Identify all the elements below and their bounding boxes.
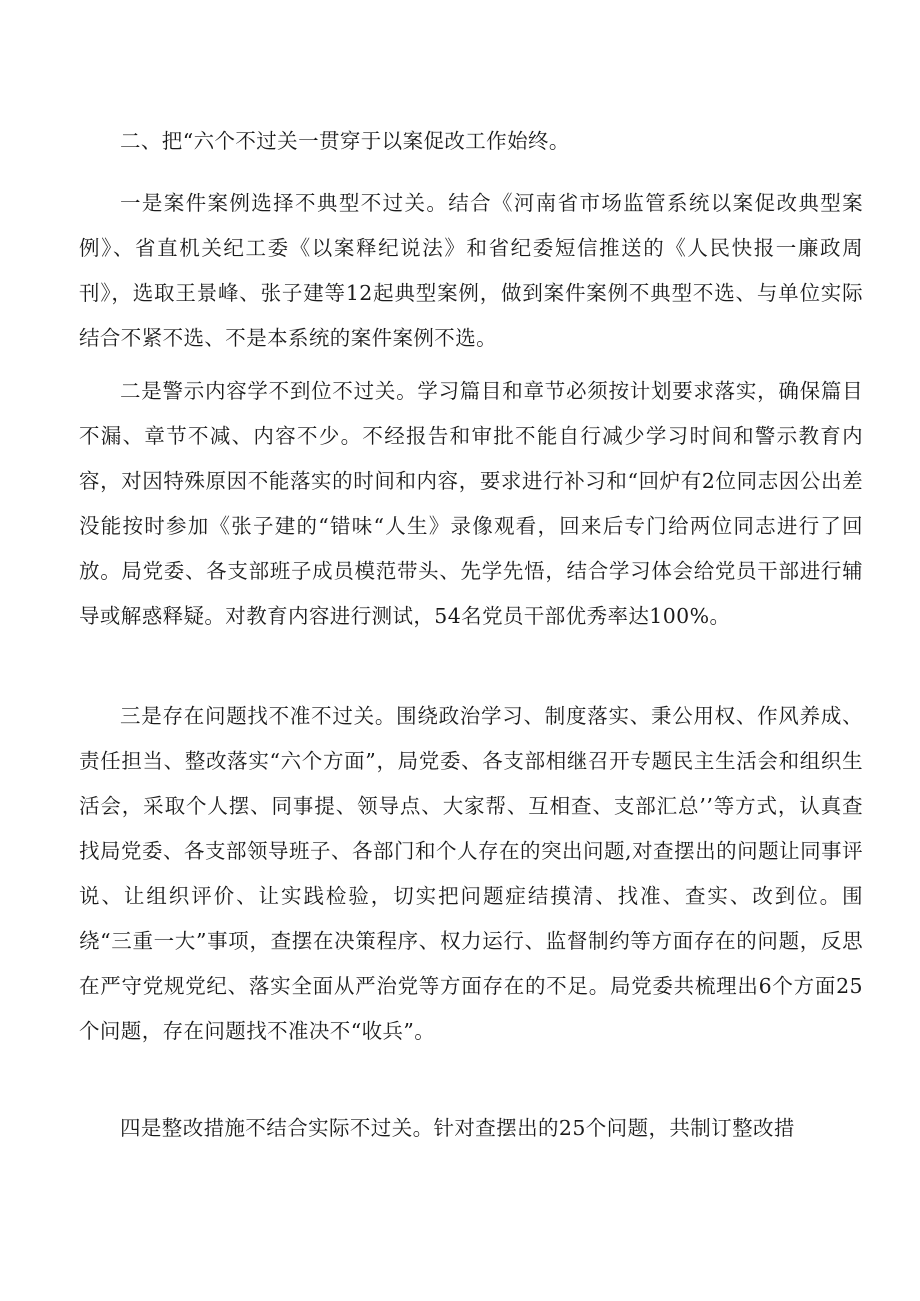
paragraph-rectification-measures: 四是整改措施不结合实际不过关。针对查摆出的25个问题，共制订整改措 [120,1116,795,1140]
section-heading: 二、把“六个不过关一贯穿于以案促改工作始终。 [120,129,570,153]
paragraph-warning-content: 二是警示内容学不到位不过关。学习篇目和章节必须按计划要求落实，确保篇目不漏、章节不减、内容不少。不经报告和审批不能自行减少学习时间和警示教育内容，对因特殊原因不能落实的时间和内容，要求进行补习和“回炉有2位同志因公出差没能按时参加《张子建的“错味“人生》录像观看，回来后专门给两位同志进行了回放。局党委、各支部班子成员模范带头、先学先悟，结合学习体会给党员干部进行辅导或解惑释疑。对教育内容进行测试，54名党员干部优秀率达100%。 [79,379,863,628]
paragraph-problem-finding: 三是存在问题找不准不过关。围绕政治学习、制度落实、秉公用权、作风养成、责任担当、整改落实“六个方面”，局党委、各支部相继召开专题民主生活会和组织生活会，采取个人摆、同事提、领导点、大家帮、互相查、支部汇总’’等方式，认真查找局党委、各支部领导班子、各部门和个人存在的突出问题,对查摆出的问题让同事评说、让组织评价、让实践检验，切实把问题症结摸清、找准、查实、改到位。围绕“三重一大”事项，查摆在决策程序、权力运行、监督制约等方面存在的问题，反思在严守党规党纪、落实全面从严治党等方面存在的不足。局党委共梳理出6个方面25个问题，存在问题找不准决不“收兵”。 [79,704,863,1043]
paragraph-case-selection: 一是案件案例选择不典型不过关。结合《河南省市场监管系统以案促改典型案例》、省直机关纪工委《以案释纪说法》和省纪委短信推送的《人民快报一廉政周刊》，选取王景峰、张子建等12起典型案例，做到案件案例不典型不选、与单位实际结合不紧不选、不是本系统的案件案例不选。 [79,191,863,350]
